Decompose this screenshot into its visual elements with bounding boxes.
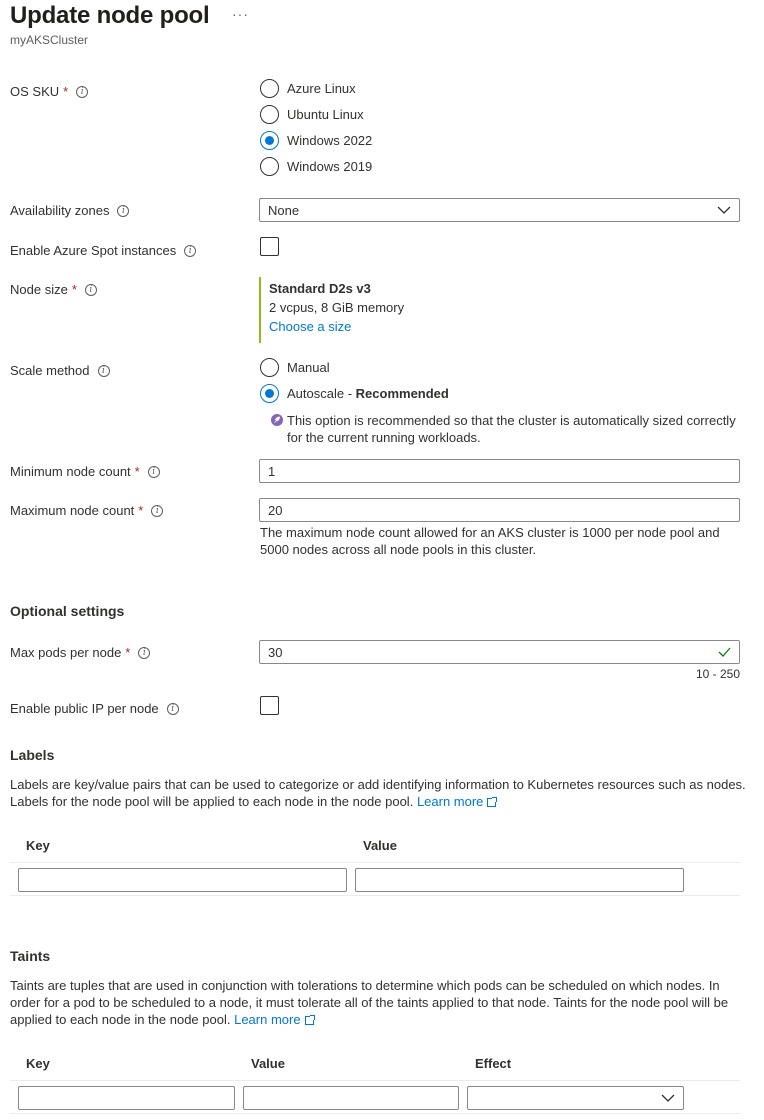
- max-pods-range: 10 - 250: [695, 667, 740, 681]
- more-options-button[interactable]: ···: [232, 6, 249, 22]
- radio-label: Azure Linux: [287, 80, 356, 96]
- radio-button[interactable]: [260, 105, 279, 124]
- max-pods-label: [10, 645, 150, 660]
- os-sku-option-windows-2022[interactable]: [260, 130, 372, 150]
- radio-label: Windows 2022: [287, 132, 373, 148]
- info-icon[interactable]: i: [98, 365, 110, 377]
- radio-button-selected[interactable]: [260, 131, 279, 150]
- scale-method-label: [10, 363, 110, 378]
- public-ip-label-text: Enable public IP per node: [10, 701, 159, 716]
- taints-description: [10, 977, 750, 1028]
- chevron-down-icon: [717, 206, 731, 214]
- info-icon[interactable]: i: [76, 86, 88, 98]
- divider: [10, 862, 740, 863]
- public-ip-label: [10, 701, 179, 716]
- labels-learn-more-link[interactable]: [417, 794, 496, 809]
- max-node-count-input[interactable]: [259, 498, 740, 522]
- taints-col-value: Value: [251, 1056, 285, 1071]
- info-icon[interactable]: i: [138, 647, 150, 659]
- node-size-specs: 2 vcpus, 8 GiB memory: [269, 300, 405, 315]
- os-sku-option-windows-2019[interactable]: [260, 156, 372, 176]
- taints-col-effect: Effect: [475, 1056, 512, 1071]
- labels-description: [10, 776, 750, 810]
- rocket-icon: [271, 414, 283, 426]
- input-value: 1: [268, 463, 276, 479]
- os-sku-radio-group: [260, 78, 372, 176]
- max-pods-input[interactable]: [259, 640, 740, 664]
- page-title: Update node pool: [10, 2, 210, 29]
- scale-method-option-manual[interactable]: [260, 357, 449, 377]
- availability-zones-dropdown[interactable]: [259, 198, 740, 222]
- max-pods-label-text: Max pods per node: [10, 645, 122, 660]
- autoscale-separator: -: [344, 385, 356, 401]
- max-node-count-help: The maximum node count allowed for an AKS cluster is 1000 per node pool and 5000 nodes across all node pools in this cluster.: [260, 525, 720, 557]
- info-icon[interactable]: i: [184, 245, 196, 257]
- taint-key-input[interactable]: [18, 1086, 235, 1110]
- node-size-name: Standard D2s v3: [269, 281, 371, 296]
- required-mark: *: [71, 282, 77, 297]
- node-size-summary: [259, 277, 559, 343]
- external-link-icon: [487, 798, 496, 807]
- radio-label: [287, 386, 449, 401]
- recommendation-text: This option is recommended so that the cluster is automatically sized correctly for the current running workloads.: [287, 413, 736, 445]
- divider: [10, 895, 740, 896]
- required-mark: *: [63, 84, 69, 99]
- taint-value-input[interactable]: [243, 1086, 459, 1110]
- checkmark-icon: [718, 647, 731, 657]
- node-size-label: [10, 282, 97, 297]
- required-mark: *: [125, 645, 131, 660]
- min-node-count-label-text: Minimum node count: [10, 464, 131, 479]
- cluster-name: myAKSCluster: [10, 33, 89, 47]
- radio-button[interactable]: [260, 79, 279, 98]
- label-key-input[interactable]: [18, 868, 347, 892]
- label-value-input[interactable]: [355, 868, 684, 892]
- os-sku-label-text: OS SKU: [10, 84, 60, 99]
- radio-button-selected[interactable]: [260, 384, 279, 403]
- info-icon[interactable]: i: [148, 466, 160, 478]
- os-sku-option-azure-linux[interactable]: [260, 78, 372, 98]
- divider: [10, 1113, 740, 1114]
- node-size-label-text: Node size: [10, 282, 68, 297]
- scale-method-radio-group: [260, 357, 449, 403]
- taints-heading: Taints: [10, 948, 51, 964]
- info-icon[interactable]: i: [151, 505, 163, 517]
- taints-description-text: Taints are tuples that are used in conjunction with tolerations to determine which pods can be scheduled on which nodes. In order for a pod to be scheduled to a node, it must tolerate all of the taints applied to that node. Taints for the node pool will be applied to each node in the node pool.: [10, 978, 729, 1027]
- min-node-count-label: [10, 464, 160, 479]
- info-icon[interactable]: i: [167, 703, 179, 715]
- input-value: 30: [268, 644, 283, 660]
- autoscale-recommendation: [271, 412, 741, 446]
- recommended-text: Recommended: [355, 385, 449, 401]
- spot-instances-label: [10, 243, 196, 258]
- taints-learn-more-link[interactable]: [234, 1012, 313, 1027]
- learn-more-text: Learn more: [234, 1012, 301, 1027]
- os-sku-label: [10, 84, 88, 99]
- public-ip-checkbox[interactable]: [260, 696, 279, 715]
- labels-col-key: Key: [26, 838, 50, 853]
- choose-size-link[interactable]: Choose a size: [269, 319, 352, 334]
- info-icon[interactable]: i: [117, 205, 129, 217]
- labels-heading: Labels: [10, 747, 55, 763]
- taint-effect-dropdown[interactable]: [467, 1086, 684, 1110]
- max-node-count-label: [10, 503, 163, 518]
- chevron-down-icon: [661, 1094, 675, 1102]
- dropdown-value: None: [268, 202, 300, 218]
- labels-col-value: Value: [363, 838, 397, 853]
- spot-instances-label-text: Enable Azure Spot instances: [10, 243, 177, 258]
- input-value: 20: [268, 502, 283, 518]
- scale-method-label-text: Scale method: [10, 363, 90, 378]
- info-icon[interactable]: i: [85, 284, 97, 296]
- availability-zones-label: [10, 203, 129, 218]
- learn-more-text: Learn more: [416, 794, 484, 809]
- spot-instances-checkbox[interactable]: [260, 237, 279, 256]
- autoscale-text: Autoscale: [287, 385, 345, 401]
- os-sku-option-ubuntu-linux[interactable]: [260, 104, 372, 124]
- max-node-count-label-text: Maximum node count: [10, 503, 135, 518]
- availability-zones-label-text: Availability zones: [10, 203, 110, 218]
- labels-description-text: Labels are key/value pairs that can be used to categorize or add identifying information to Kubernetes resources such as nodes. Labels for the node pool will be applied to each node in the node pool.: [10, 777, 746, 809]
- radio-label: Ubuntu Linux: [287, 106, 364, 122]
- divider: [10, 1080, 740, 1081]
- required-mark: *: [138, 503, 144, 518]
- radio-label: Windows 2019: [287, 158, 373, 174]
- radio-label: Manual: [287, 359, 330, 375]
- optional-settings-heading: Optional settings: [10, 603, 125, 619]
- radio-button[interactable]: [260, 358, 279, 377]
- taints-col-key: Key: [26, 1056, 50, 1071]
- min-node-count-input[interactable]: [259, 459, 740, 483]
- radio-button[interactable]: [260, 157, 279, 176]
- external-link-icon: [305, 1016, 314, 1025]
- required-mark: *: [134, 464, 140, 479]
- scale-method-option-autoscale[interactable]: [260, 383, 449, 403]
